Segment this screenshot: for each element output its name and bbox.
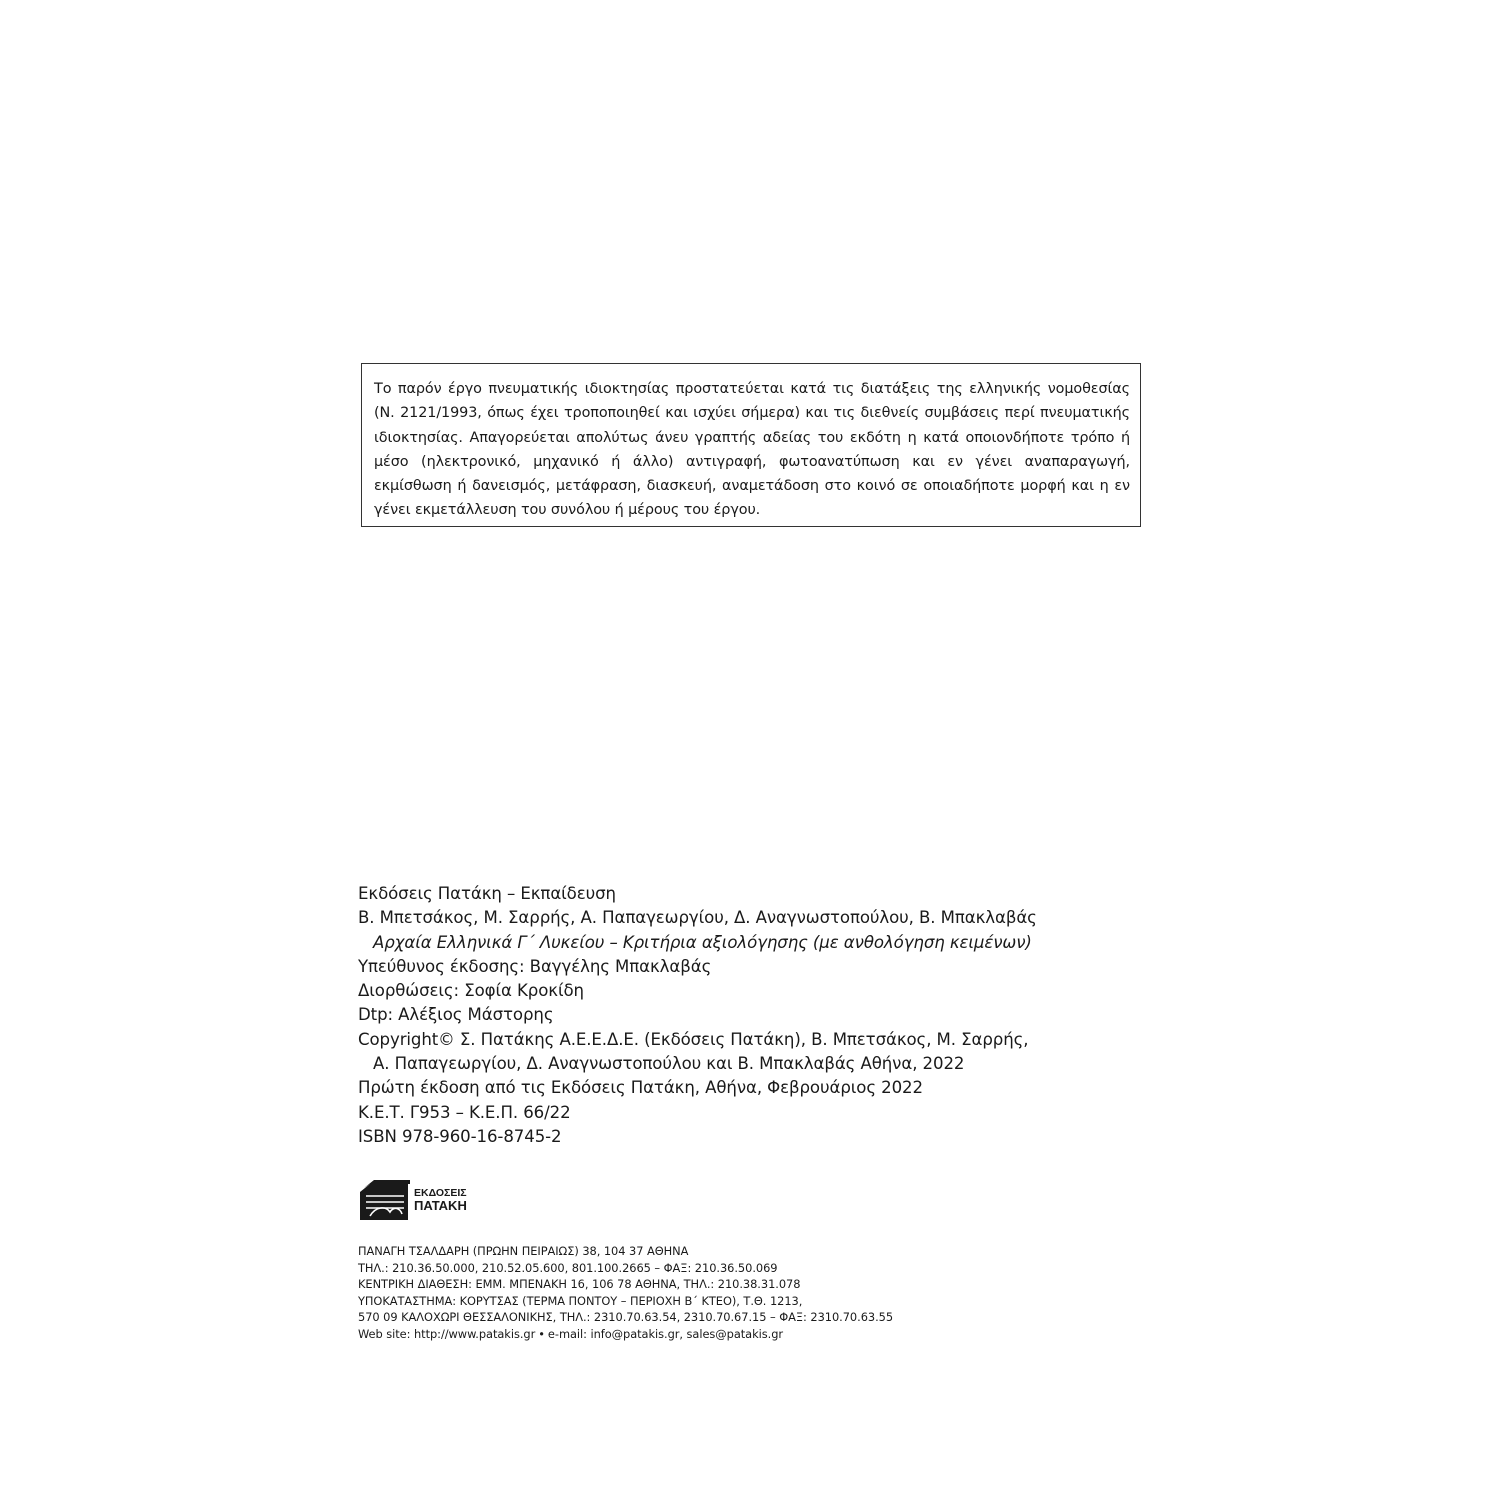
web-contact-line xyxy=(358,1326,1118,1343)
separator-dot: • xyxy=(538,1326,545,1341)
website-link[interactable]: Web site: http://www.patakis.gr xyxy=(358,1326,536,1341)
phone-line: ΤΗΛ.: 210.36.50.000, 210.52.05.600, 801.100.2665 – ΦΑΞ: 210.36.50.069 xyxy=(358,1260,778,1275)
publisher-logo xyxy=(360,1178,490,1220)
logo-text-line1: ΕΚΔΟΣΕΙΣ xyxy=(414,1187,467,1199)
logo-text-line2: ΠΑΤΑΚΗ xyxy=(414,1198,467,1213)
address-line: ΠΑΝΑΓΗ ΤΣΑΛΔΑΡΗ (ΠΡΩΗΝ ΠΕΙΡΑΙΩΣ) 38, 104 37 ΑΘΗΝΑ xyxy=(358,1244,689,1258)
branch-line-continued: 570 09 ΚΑΛΟΧΩΡΙ ΘΕΣΣΑΛΟΝΙΚΗΣ, ΤΗΛ.: 2310.70.63.54, 2310.70.67.15 – ΦΑΞ: 2310.70.63.55 xyxy=(358,1310,894,1325)
copyright-line: Copyright© Σ. Πατάκης Α.Ε.Ε.Δ.Ε. (Εκδόσεις Πατάκη), Β. Μπετσάκος, Μ. Σαρρής, xyxy=(358,1029,1029,1049)
series-name: Εκδόσεις Πατάκη – Εκπαίδευση xyxy=(358,884,616,903)
books-stack-logo-icon xyxy=(360,1178,490,1220)
isbn: ISBN 978-960-16-8745-2 xyxy=(358,1126,562,1146)
publisher-address xyxy=(358,1243,1118,1343)
book-title: Αρχαία Ελληνικά Γ΄ Λυκείου – Κριτήρια αξιολόγησης (με ανθολόγηση κειμένων) xyxy=(373,932,1032,952)
branch-line: ΥΠΟΚΑΤΑΣΤΗΜΑ: ΚΟΡΥΤΣΑΣ (ΤΕΡΜΑ ΠΟΝΤΟΥ – ΠΕΡΙΟΧΗ Β΄ ΚΤΕΟ), Τ.Θ. 1213, xyxy=(358,1293,803,1308)
email-link[interactable]: e-mail: info@patakis.gr, sales@patakis.gr xyxy=(547,1326,784,1341)
dtp-credit: Dtp: Αλέξιος Μάστορης xyxy=(358,1005,554,1025)
copyright-notice-text: Το παρόν έργο πνευματικής ιδιοκτησίας προστατεύεται κατά τις διατάξεις της ελληνικής νομοθεσίας (Ν. 2121/1993, όπως έχει τροποποιηθεί και ισχύει σήμερα) και τις διεθνείς συμβάσεις περί πνευματικής ιδιοκτησίας. Απαγορεύεται απολύτως άνευ γραπτής αδείας του εκδότη η κατά οποιονδήποτε τρόπο ή μέσο (ηλεκτρονικό, μηχανικό ή άλλο) αντιγραφή, φωτοανατύπωση και εν γένει αναπαραγωγή, εκμίσθωση ή δανεισμός, μετάφραση, διασκευή, αναμετάδοση στο κοινό σε οποιαδήποτε μορφή και η εν γένει εκμετάλλευση του συνόλου ή μέρους του έργου. xyxy=(374,381,1130,519)
proofreading-credit: Διορθώσεις: Σοφία Κροκίδη xyxy=(358,981,584,1001)
authors: Β. Μπετσάκος, Μ. Σαρρής, Α. Παπαγεωργίου, Δ. Αναγνωστοπούλου, Β. Μπακλαβάς xyxy=(358,908,1037,928)
first-edition: Πρώτη έκδοση από τις Εκδόσεις Πατάκη, Αθήνα, Φεβρουάριος 2022 xyxy=(358,1078,923,1098)
catalog-codes: Κ.Ε.Τ. Γ953 – Κ.Ε.Π. 66/22 xyxy=(358,1102,571,1122)
copyright-line-continued: Α. Παπαγεωργίου, Δ. Αναγνωστοπούλου και Β. Μπακλαβάς Αθήνα, 2022 xyxy=(373,1054,965,1074)
copyright-notice-box xyxy=(361,363,1141,527)
distribution-line: ΚΕΝΤΡΙΚΗ ΔΙΑΘΕΣΗ: ΕΜΜ. ΜΠΕΝΑΚΗ 16, 106 78 ΑΘΗΝΑ, ΤΗΛ.: 210.38.31.078 xyxy=(358,1277,801,1292)
colophon xyxy=(358,882,1118,1149)
editor-credit: Υπεύθυνος έκδοσης: Βαγγέλης Μπακλαβάς xyxy=(358,956,712,976)
